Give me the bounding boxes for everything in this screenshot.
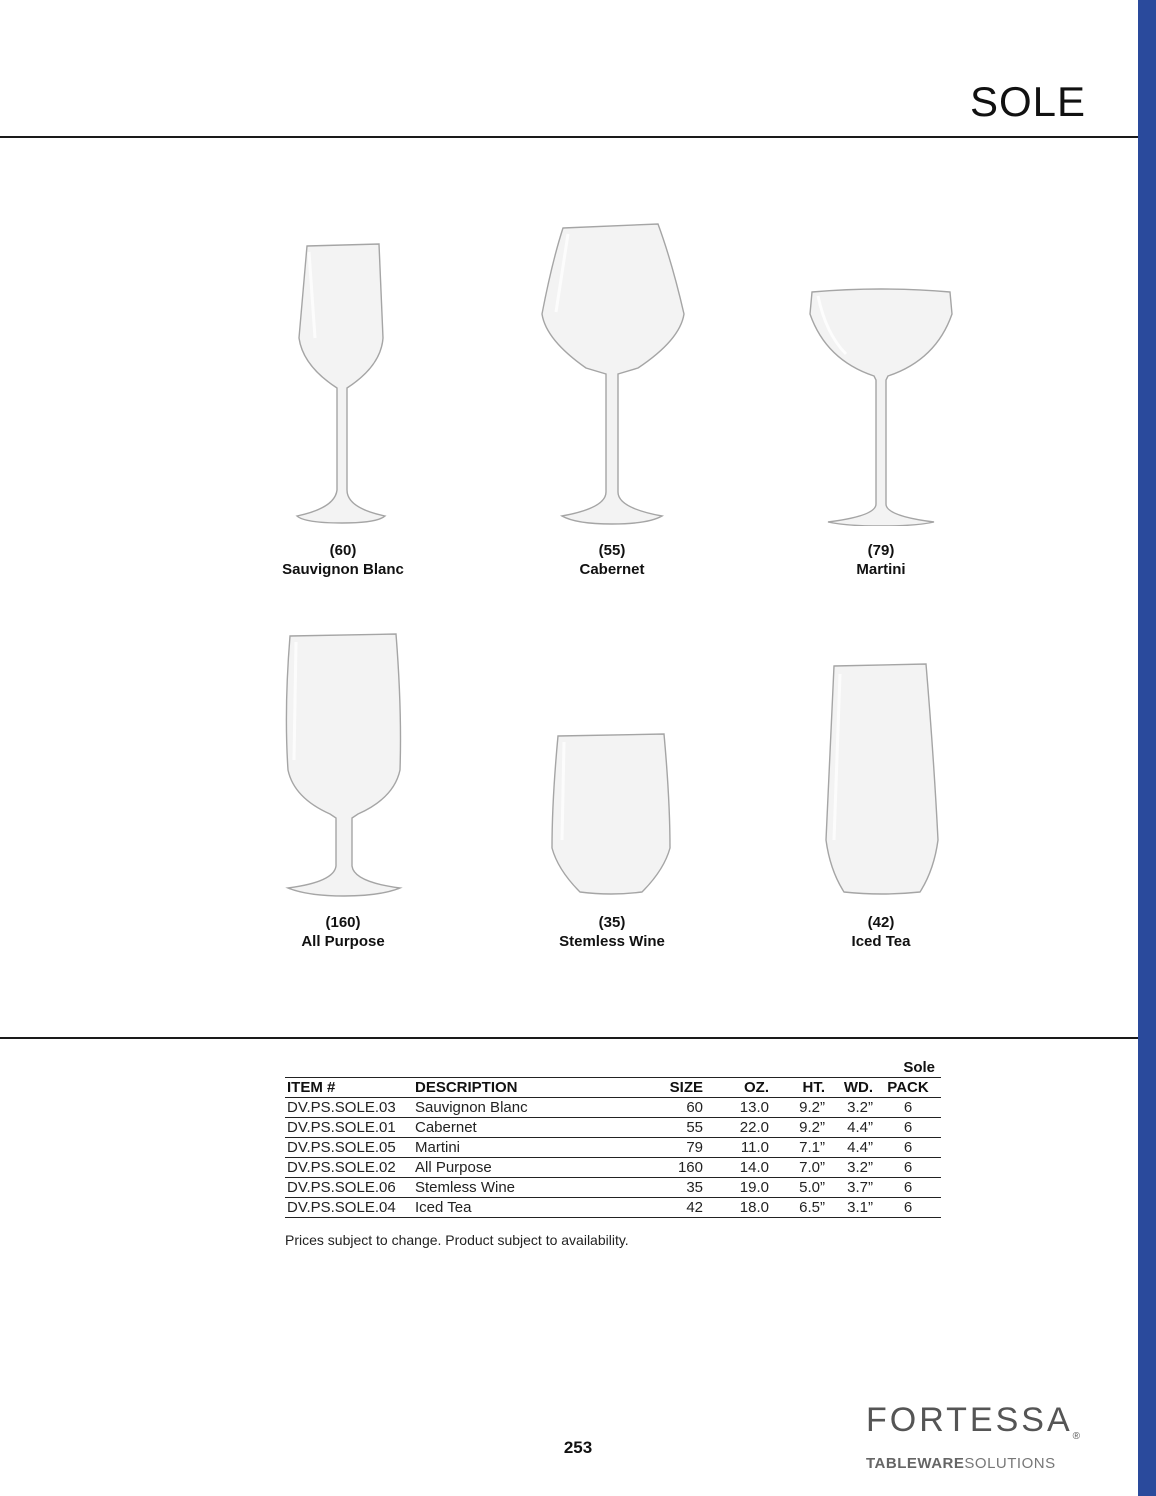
cell-oz: 22.0 (705, 1118, 771, 1138)
cell-pack: 6 (875, 1118, 941, 1138)
cell-description: Cabernet (413, 1118, 645, 1138)
cell-description: Sauvignon Blanc (413, 1098, 645, 1118)
cell-ht: 6.5” (771, 1198, 827, 1218)
cell-ht: 5.0” (771, 1178, 827, 1198)
caption-size: (160) (325, 914, 361, 931)
cell-pack: 6 (875, 1138, 941, 1158)
cell-wd: 4.4” (827, 1138, 875, 1158)
col-header-ht: HT. (771, 1078, 827, 1098)
specification-table (285, 1058, 941, 1218)
cell-pack: 6 (875, 1198, 941, 1218)
cell-size: 42 (645, 1198, 705, 1218)
cell-description: Martini (413, 1138, 645, 1158)
product-image-sauvignon-blanc (285, 238, 400, 528)
side-accent-bar (1138, 0, 1156, 1496)
caption-stemless-wine (502, 913, 722, 951)
cell-wd: 3.7” (827, 1178, 875, 1198)
cell-ht: 7.0” (771, 1158, 827, 1178)
table-row (285, 1198, 941, 1218)
logo-tagline-light: SOLUTIONS (964, 1454, 1056, 1472)
cell-description: Stemless Wine (413, 1178, 645, 1198)
caption-sauvignon-blanc (233, 541, 453, 579)
cell-wd: 3.2” (827, 1098, 875, 1118)
table-row (285, 1138, 941, 1158)
header-divider (0, 136, 1138, 138)
cell-pack: 6 (875, 1158, 941, 1178)
product-image-iced-tea (822, 660, 942, 898)
cell-oz: 11.0 (705, 1138, 771, 1158)
logo-tagline (866, 1455, 1096, 1473)
cell-pack: 6 (875, 1178, 941, 1198)
caption-cabernet (502, 541, 722, 579)
cell-item: DV.PS.SOLE.05 (285, 1138, 413, 1158)
logo-tagline-bold: TABLEWARE (866, 1454, 965, 1472)
col-header-size: SIZE (645, 1078, 705, 1098)
cell-wd: 3.2” (827, 1158, 875, 1178)
cell-oz: 19.0 (705, 1178, 771, 1198)
disclaimer-note: Prices subject to change. Product subject to availability. (285, 1232, 629, 1248)
caption-size: (60) (329, 542, 357, 559)
cell-description: All Purpose (413, 1158, 645, 1178)
page-title: SOLE (969, 78, 1086, 125)
col-header-wd: WD. (827, 1078, 875, 1098)
caption-size: (42) (867, 914, 895, 931)
caption-name: Sauvignon Blanc (282, 561, 404, 578)
product-image-stemless-wine (546, 730, 676, 898)
group-label: Sole (903, 1059, 935, 1076)
table-row (285, 1178, 941, 1198)
col-header-description: DESCRIPTION (413, 1078, 645, 1098)
caption-name: Iced Tea (851, 933, 911, 950)
caption-size: (35) (598, 914, 626, 931)
cell-item: DV.PS.SOLE.02 (285, 1158, 413, 1178)
logo-wordmark (866, 1402, 1096, 1455)
cell-wd: 4.4” (827, 1118, 875, 1138)
logo-registered-mark: ® (1072, 1430, 1084, 1442)
cell-ht: 9.2” (771, 1098, 827, 1118)
caption-name: All Purpose (301, 933, 385, 950)
logo-main-text: FORTESSA (866, 1401, 1073, 1439)
table-row (285, 1158, 941, 1178)
caption-all-purpose (233, 913, 453, 951)
cell-item: DV.PS.SOLE.04 (285, 1198, 413, 1218)
cell-ht: 7.1” (771, 1138, 827, 1158)
cell-size: 79 (645, 1138, 705, 1158)
page-number: 253 (563, 1438, 593, 1457)
product-image-all-purpose (280, 630, 410, 898)
cell-size: 160 (645, 1158, 705, 1178)
table-row (285, 1118, 941, 1138)
cell-size: 60 (645, 1098, 705, 1118)
caption-name: Martini (856, 561, 906, 578)
col-header-oz: OZ. (705, 1078, 771, 1098)
cell-size: 55 (645, 1118, 705, 1138)
caption-name: Cabernet (579, 561, 645, 578)
cell-oz: 14.0 (705, 1158, 771, 1178)
table-row (285, 1098, 941, 1118)
cell-size: 35 (645, 1178, 705, 1198)
product-image-cabernet (538, 222, 688, 530)
cell-oz: 18.0 (705, 1198, 771, 1218)
cell-item: DV.PS.SOLE.06 (285, 1178, 413, 1198)
caption-name: Stemless Wine (559, 933, 665, 950)
table-header-row (285, 1078, 941, 1098)
cell-item: DV.PS.SOLE.01 (285, 1118, 413, 1138)
cell-oz: 13.0 (705, 1098, 771, 1118)
cell-item: DV.PS.SOLE.03 (285, 1098, 413, 1118)
caption-size: (55) (598, 542, 626, 559)
table-group-row (285, 1058, 941, 1078)
product-image-martini (806, 284, 956, 526)
cell-description: Iced Tea (413, 1198, 645, 1218)
cell-pack: 6 (875, 1098, 941, 1118)
caption-size: (79) (867, 542, 895, 559)
caption-iced-tea (771, 913, 991, 951)
brand-logo (866, 1402, 1096, 1473)
col-header-pack: PACK (875, 1078, 941, 1098)
caption-martini (771, 541, 991, 579)
col-header-item: ITEM # (285, 1078, 413, 1098)
section-divider (0, 1037, 1138, 1039)
cell-wd: 3.1” (827, 1198, 875, 1218)
cell-ht: 9.2” (771, 1118, 827, 1138)
